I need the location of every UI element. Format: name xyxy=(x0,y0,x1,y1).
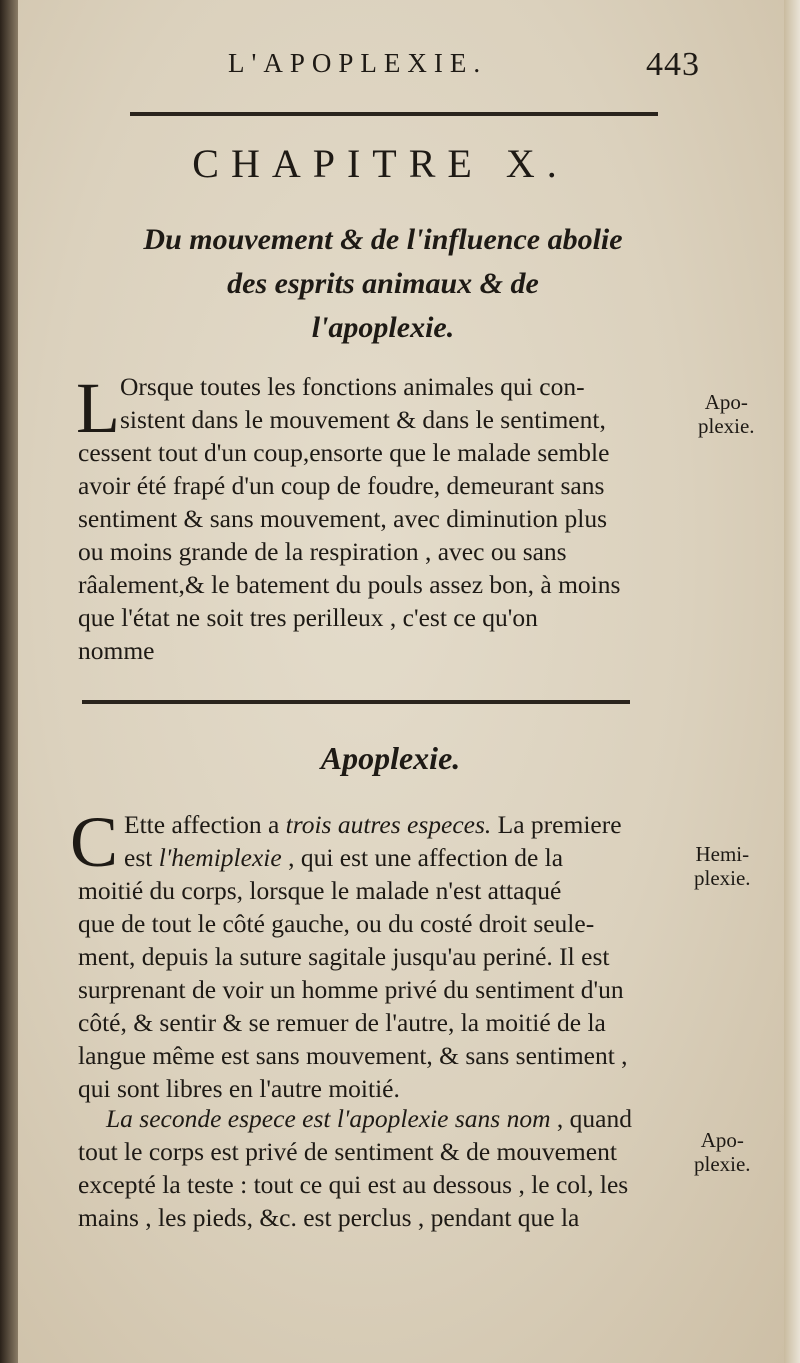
dropcap-l: L xyxy=(76,368,120,448)
text-line: que l'état ne soit tres perilleux , c'est ce qu'on xyxy=(78,603,538,632)
subtitle-line: l'apoplexie. xyxy=(311,311,455,344)
margin-note-line: Apo- xyxy=(704,390,748,414)
text-line: râalement,& le batement du pouls assez bon, à moins xyxy=(78,570,621,599)
italic-run: La seconde espece est l'apoplexie sans nom xyxy=(106,1104,551,1133)
page-number: 443 xyxy=(646,46,700,83)
text-line: mains , les pieds, &c. est perclus , pendant que la xyxy=(78,1203,580,1232)
margin-note-line: plexie. xyxy=(694,866,751,890)
text-line: qui sont libres en l'autre moitié. xyxy=(78,1074,400,1103)
running-head: L'APOPLEXIE. xyxy=(228,48,488,78)
text-line: avoir été frapé d'un coup de foudre, demeurant sans xyxy=(78,471,605,500)
text-line: que de tout le côté gauche, ou du costé droit seule- xyxy=(78,909,595,938)
chapter-title: CHAPITRE X. xyxy=(192,141,569,186)
top-rule xyxy=(130,112,658,116)
text-line: ou moins grande de la respiration , avec ou sans xyxy=(78,537,567,566)
margin-note-apoplexie xyxy=(698,390,755,438)
paragraph-3 xyxy=(78,1102,693,1234)
paragraph-2 xyxy=(78,808,693,1105)
subtitle-line: des esprits animaux & de xyxy=(227,267,539,300)
text-run: , quand xyxy=(550,1104,632,1133)
text-line: excepté la teste : tout ce qui est au dessous , le col, les xyxy=(78,1170,629,1199)
margin-note-hemiplexie xyxy=(694,842,751,890)
page-edge xyxy=(784,0,800,1363)
chapter-subtitle xyxy=(98,218,668,350)
margin-note-apoplexie-2 xyxy=(694,1128,751,1176)
book-gutter xyxy=(0,0,18,1363)
text-run: La premiere xyxy=(491,810,622,839)
text-line: Orsque toutes les fonctions animales qui con- xyxy=(120,372,585,401)
margin-note-line: plexie. xyxy=(698,414,755,438)
text-run: Ette affection a xyxy=(124,810,286,839)
paragraph-1 xyxy=(78,370,693,667)
margin-note-line: Apo- xyxy=(700,1128,744,1152)
text-line xyxy=(78,808,693,841)
book-page xyxy=(18,0,784,1363)
section-title: Apoplexie. xyxy=(320,740,461,776)
text-line xyxy=(78,841,693,874)
text-line: ment, depuis la suture sagitale jusqu'au periné. Il est xyxy=(78,942,610,971)
text-line: nomme xyxy=(78,636,155,665)
text-line: tout le corps est privé de sentiment & de mouvement xyxy=(78,1137,617,1166)
text-run: est xyxy=(124,843,159,872)
text-line: sistent dans le mouvement & dans le sentiment, xyxy=(120,405,606,434)
margin-note-line: Hemi- xyxy=(695,842,750,866)
margin-note-line: plexie. xyxy=(694,1152,751,1176)
italic-run: l'hemiplexie xyxy=(158,843,282,872)
section-rule xyxy=(82,700,630,704)
text-line: moitié du corps, lorsque le malade n'est attaqué xyxy=(78,876,562,905)
text-line: surprenant de voir un homme privé du sentiment d'un xyxy=(78,975,624,1004)
subtitle-line: Du mouvement & de l'influence abolie xyxy=(143,223,623,256)
italic-run: trois autres especes. xyxy=(285,810,492,839)
text-line: côté, & sentir & se remuer de l'autre, la moitié de la xyxy=(78,1008,606,1037)
dropcap-c: C xyxy=(70,802,119,882)
text-line: langue même est sans mouvement, & sans sentiment , xyxy=(78,1041,628,1070)
text-line: cessent tout d'un coup,ensorte que le malade semble xyxy=(78,438,610,467)
text-line xyxy=(78,1102,693,1135)
text-run: , qui est une affection de la xyxy=(281,843,564,872)
text-line: sentiment & sans mouvement, avec diminution plus xyxy=(78,504,608,533)
